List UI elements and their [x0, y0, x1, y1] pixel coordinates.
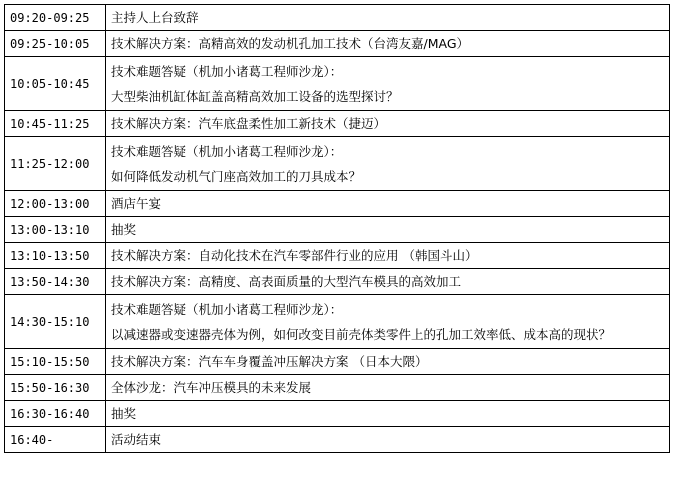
agenda-item-cell: [106, 243, 670, 269]
time-cell: 12:00-13:00: [5, 191, 106, 217]
agenda-item-cell: [106, 269, 670, 295]
table-row: [5, 191, 670, 217]
time-cell: 10:45-11:25: [5, 111, 106, 137]
agenda-item-title: 技术难题答疑（机加小诸葛工程师沙龙）：: [111, 143, 343, 159]
time-cell: 13:10-13:50: [5, 243, 106, 269]
agenda-item-text: 技术解决方案：自动化技术在汽车零部件行业的应用 （韩国斗山）: [111, 248, 478, 263]
agenda-item-cell: [106, 217, 670, 243]
schedule-body: [5, 5, 670, 453]
time-cell: 13:50-14:30: [5, 269, 106, 295]
time-cell: 15:10-15:50: [5, 349, 106, 375]
time-cell: 09:20-09:25: [5, 5, 106, 31]
table-row: [5, 31, 670, 57]
agenda-item-title: 技术难题答疑（机加小诸葛工程师沙龙）：: [111, 63, 343, 79]
table-row: [5, 401, 670, 427]
agenda-item-text: 技术解决方案：汽车底盘柔性加工新技术（捷迈）: [111, 116, 387, 131]
time-cell: 11:25-12:00: [5, 137, 106, 191]
table-row: [5, 137, 670, 191]
agenda-item-text: 技术解决方案：高精度、高表面质量的大型汽车模具的高效加工: [111, 274, 462, 289]
agenda-item-cell: [106, 191, 670, 217]
agenda-item-cell: [106, 375, 670, 401]
agenda-item-cell: [106, 5, 670, 31]
agenda-item-text: 抽奖: [111, 406, 137, 421]
agenda-item-cell: [106, 57, 670, 111]
time-cell: 10:05-10:45: [5, 57, 106, 111]
agenda-item-question: 如何降低发动机气门座高效加工的刀具成本？: [111, 168, 362, 184]
table-row: [5, 57, 670, 111]
schedule-table: [4, 4, 670, 453]
agenda-item-cell: [106, 295, 670, 349]
agenda-item-cell: [106, 137, 670, 191]
agenda-item-text: 全体沙龙：汽车冲压模具的未来发展: [111, 380, 312, 395]
time-cell: 16:40-: [5, 427, 106, 453]
agenda-item-cell: [106, 349, 670, 375]
time-cell: 09:25-10:05: [5, 31, 106, 57]
agenda-item-question: 大型柴油机缸体缸盖高精高效加工设备的选型探讨？: [111, 88, 399, 104]
agenda-item-cell: [106, 427, 670, 453]
table-row: [5, 427, 670, 453]
agenda-item-text: 技术解决方案：高精高效的发动机孔加工技术（台湾友嘉/MAG）: [111, 36, 470, 51]
table-row: [5, 243, 670, 269]
agenda-item-cell: [106, 111, 670, 137]
agenda-item-text: 活动结束: [111, 432, 162, 447]
table-row: [5, 375, 670, 401]
agenda-item-title: 技术难题答疑（机加小诸葛工程师沙龙）：: [111, 301, 343, 317]
table-row: [5, 295, 670, 349]
agenda-item-cell: [106, 31, 670, 57]
agenda-item-text: 技术解决方案：汽车车身覆盖冲压解决方案 （日本大隈）: [111, 354, 428, 369]
time-cell: 16:30-16:40: [5, 401, 106, 427]
time-cell: 15:50-16:30: [5, 375, 106, 401]
time-cell: 14:30-15:10: [5, 295, 106, 349]
table-row: [5, 217, 670, 243]
agenda-item-cell: [106, 401, 670, 427]
table-row: [5, 269, 670, 295]
agenda-item-question: 以减速器或变速器壳体为例，如何改变目前壳体类零件上的孔加工效率低、成本高的现状？: [111, 326, 612, 342]
table-row: [5, 5, 670, 31]
time-cell: 13:00-13:10: [5, 217, 106, 243]
table-row: [5, 111, 670, 137]
agenda-item-text: 酒店午宴: [111, 196, 162, 211]
agenda-item-text: 抽奖: [111, 222, 137, 237]
agenda-item-text: 主持人上台致辞: [111, 10, 199, 25]
table-row: [5, 349, 670, 375]
